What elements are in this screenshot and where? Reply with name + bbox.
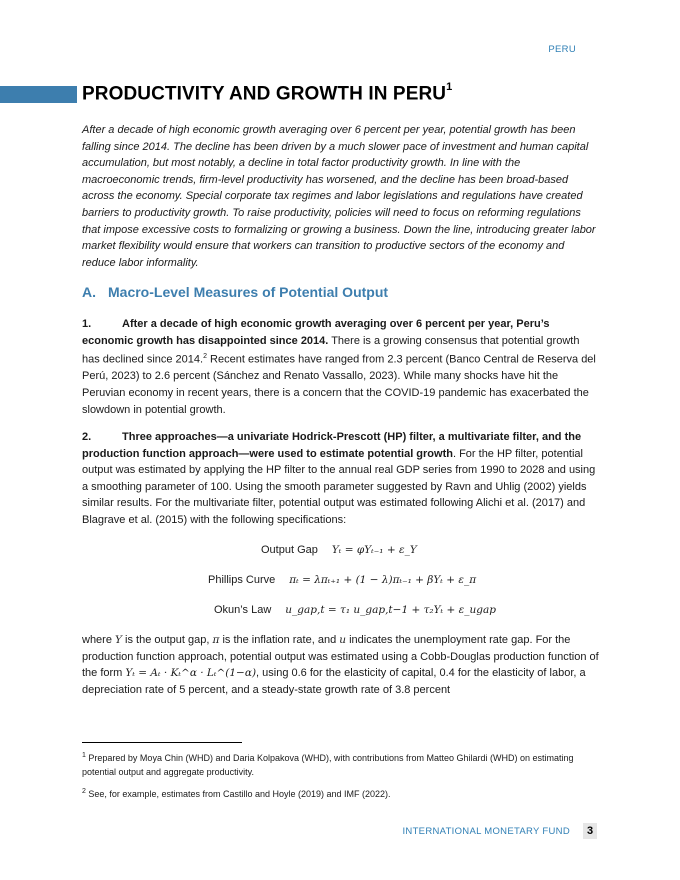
footnote-mark: 1 [82, 752, 86, 759]
math-variable: u [339, 634, 347, 646]
paragraph-number: 2. [82, 431, 92, 443]
paragraph-text: is the inflation rate, and [219, 634, 340, 646]
paragraph-1 [82, 316, 600, 418]
footnote-mark: 2 [82, 788, 86, 796]
paragraph-lead: After a decade of high economic growth averaging over 6 percent per year, Peru’s economic growth has disappointed since 2014. [82, 318, 550, 347]
footnote-ref-2[interactable]: 2 [203, 353, 207, 361]
title-footnote-ref[interactable]: 1 [446, 81, 453, 93]
section-heading [82, 284, 388, 300]
footnote-1 [82, 749, 592, 779]
paragraph-text: There is a growing consensus that potential growth has declined since 2014. [82, 334, 580, 366]
running-head: PERU [548, 44, 576, 55]
footnote-text: See, for example, estimates from Castillo and Hoyle (2019) and IMF (2022). [85, 789, 391, 800]
paragraph-text: is the output gap, [121, 634, 213, 646]
footnote-text: Prepared by Moya Chin (WHD) and Daria Kolpakova (WHD), with contributions from Matteo Ghilardi (WHD) on estimating potential output and aggregate productivity. [82, 753, 574, 777]
paragraph-text: . For the HP filter, potential output was estimated by applying the HP filter to the annual real GDP series from 1990 to 2028 and using a smoothing parameter of 100. Using the smooth parameter suggested by Ravn and Uhlig (2002) yields similar results. For the multivariate filter, potential output was estimated following Alichi et al. (2017) and Blagrave et al. (2015) with the following specifications: [82, 447, 596, 526]
equation-okuns-law [214, 604, 496, 616]
paragraph-2 [82, 429, 600, 529]
title-accent-bar [0, 86, 77, 103]
footer-org: INTERNATIONAL MONETARY FUND [402, 826, 570, 837]
footnote-divider [82, 742, 242, 743]
equation-formula: Yₜ = φYₜ₋₁ + ε_Y [331, 544, 417, 556]
paragraph-lead: Three approaches—a univariate Hodrick-Prescott (HP) filter, a multivariate filter, and the production function approach—were used to estimate potential growth [82, 431, 582, 460]
paragraph-3 [82, 632, 600, 698]
footnote-2 [82, 785, 592, 802]
paragraph-number: 1. [82, 318, 92, 330]
equation-output-gap [261, 544, 417, 556]
math-variable: Y [115, 634, 122, 646]
paragraph-text: , using 0.6 for the elasticity of capital, 0.4 for the elasticity of labor, a depreciation rate of 5 percent, and a steady-state growth rate of 3.8 percent [82, 667, 586, 696]
equation-label: Output Gap [261, 544, 318, 556]
section-title: Macro-Level Measures of Potential Output [108, 284, 389, 300]
equation-formula: u_gap,t = τ₁ u_gap,t−1 + τ₂Yₜ + ε_ugap [285, 604, 496, 616]
paragraph-text: indicates the unemployment rate gap. For the production function approach, potential output was estimated using a Cobb-Douglas production function of the form [82, 634, 599, 680]
footnotes [82, 749, 592, 808]
paragraph-text: Recent estimates have ranged from 2.3 percent (Banco Central de Reserva del Perú, 2023) to 2.6 percent (Sánchez and Renato Vassallo, 2023). While many shocks have hit the Peruvian economy in recent years, there is a concern that the COVID-19 pandemic has exacerbated the slowdown in potential growth. [82, 353, 596, 416]
inline-formula: Yₜ = Aₜ · Kₜ^α · Lₜ^(1−α) [125, 667, 257, 680]
page-number: 3 [583, 823, 597, 839]
equation-label: Phillips Curve [208, 574, 276, 586]
math-variable: π [212, 634, 220, 646]
paragraph-text: where [82, 634, 116, 646]
page-title [82, 83, 452, 105]
equation-phillips-curve [208, 574, 476, 586]
equation-formula: πₜ = λπₜ₊₁ + (1 − λ)πₜ₋₁ + βYₜ + ε_π [289, 574, 477, 586]
equation-label: Okun’s Law [214, 604, 272, 616]
abstract: After a decade of high economic growth averaging over 6 percent per year, potential growth has been falling since 2014. The decline has been driven by a much slower pace of investment and human capital accumulation, but most notably, a decline in total factor productivity growth. In line with the macroeconomic trends, firm-level productivity has worsened, and the decline has been broad-based across the economy. Special corporate tax regimes and labor legislations and regulations have created barriers to productivity growth. To raise productivity, policies will need to focus on reforming regulations that impose excessive costs to formalizing or growing a business. Down the line, introducing greater labor market flexibility would ensure that workers can transition to productive sectors of the economy and reduce labor informality. [82, 124, 596, 269]
section-letter: A. [82, 284, 96, 300]
page-title-text: PRODUCTIVITY AND GROWTH IN PERU [82, 83, 447, 105]
